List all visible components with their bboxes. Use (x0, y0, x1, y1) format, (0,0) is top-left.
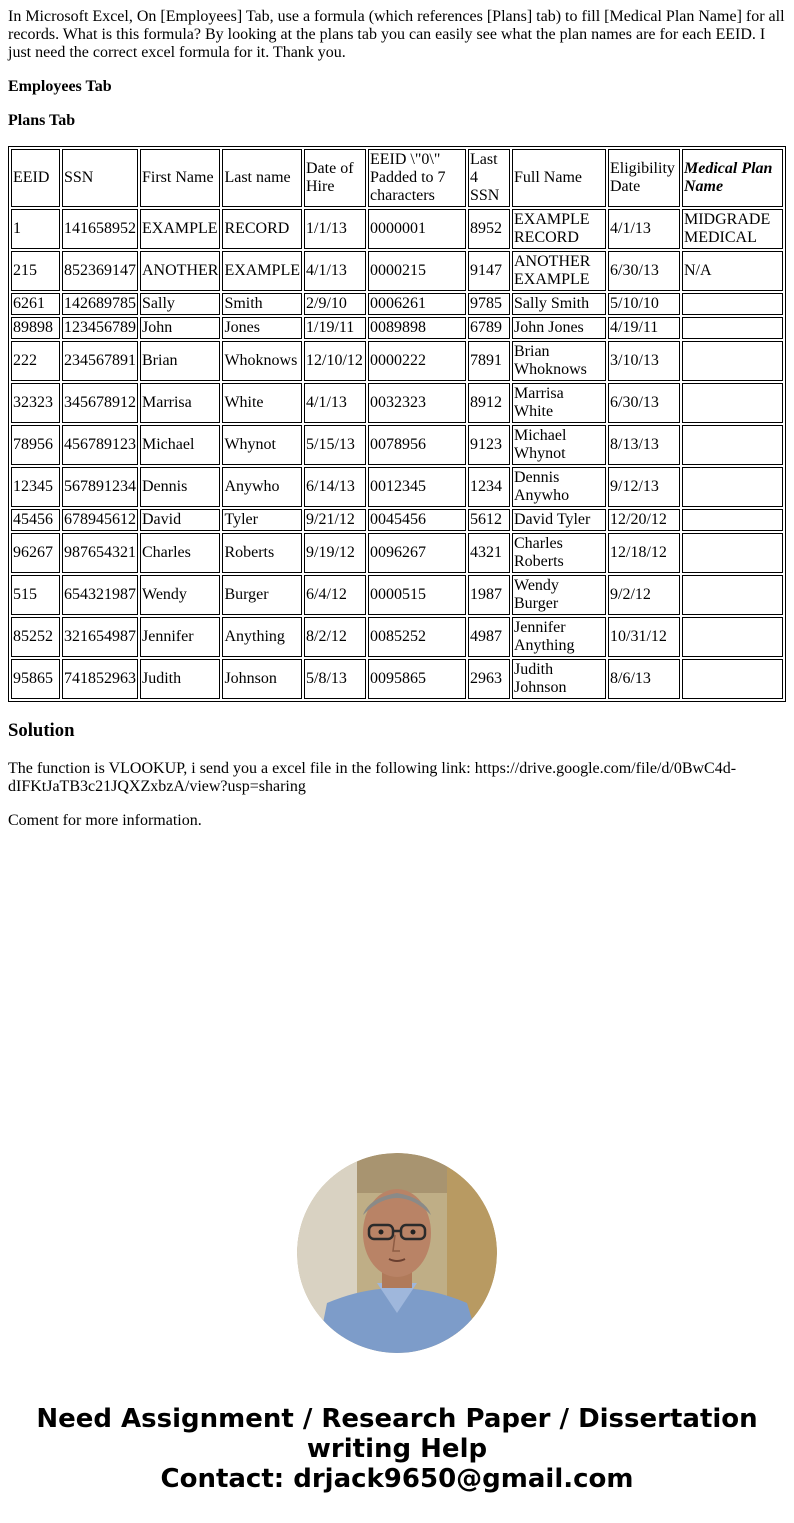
cell-date-of-hire: 6/4/12 (304, 575, 366, 615)
solution-heading: Solution (8, 720, 75, 741)
cell-medical-plan-name (682, 617, 783, 657)
cell-ssn: 456789123 (62, 425, 138, 465)
cell-eeid: 45456 (11, 509, 60, 531)
table-row (11, 317, 783, 339)
cell-eeid-padded: 0000215 (368, 251, 466, 291)
cell-date-of-hire: 4/1/13 (304, 251, 366, 291)
footer-banner (0, 1404, 794, 1494)
cell-eeid-padded: 0000515 (368, 575, 466, 615)
cell-medical-plan-name (682, 341, 783, 381)
cell-date-of-hire: 9/19/12 (304, 533, 366, 573)
cell-medical-plan-name: MIDGRADE MEDICAL (682, 209, 783, 249)
cell-ssn: 987654321 (62, 533, 138, 573)
cell-first-name: Jennifer (140, 617, 220, 657)
cell-first-name: John (140, 317, 220, 339)
table-row (11, 659, 783, 699)
cell-date-of-hire: 9/21/12 (304, 509, 366, 531)
table-row (11, 341, 783, 381)
table-body (11, 149, 783, 699)
cell-date-of-hire: 12/10/12 (304, 341, 366, 381)
table-row (11, 617, 783, 657)
header-medical-plan-name: Medical Plan Name (682, 149, 783, 207)
cell-full-name: Sally Smith (512, 293, 606, 315)
cell-eeid: 12345 (11, 467, 60, 507)
table-row (11, 293, 783, 315)
cell-eligibility-date: 6/30/13 (608, 383, 680, 423)
cell-last-4-ssn: 2963 (468, 659, 510, 699)
cell-last-name: Johnson (222, 659, 302, 699)
cell-last-name: Roberts (222, 533, 302, 573)
cell-last-4-ssn: 9785 (468, 293, 510, 315)
cell-full-name: Dennis Anywho (512, 467, 606, 507)
cell-date-of-hire: 2/9/10 (304, 293, 366, 315)
cell-eeid-padded: 0012345 (368, 467, 466, 507)
cell-first-name: Wendy (140, 575, 220, 615)
cell-eligibility-date: 8/6/13 (608, 659, 680, 699)
cell-full-name: Judith Johnson (512, 659, 606, 699)
cell-eeid-padded: 0045456 (368, 509, 466, 531)
employees-table (8, 146, 786, 702)
cell-eeid: 215 (11, 251, 60, 291)
cell-full-name: Charles Roberts (512, 533, 606, 573)
cell-eeid: 1 (11, 209, 60, 249)
header-ssn: SSN (62, 149, 138, 207)
cell-eeid: 222 (11, 341, 60, 381)
cell-last-name: RECORD (222, 209, 302, 249)
cell-full-name: Brian Whoknows (512, 341, 606, 381)
header-eeid: EEID (11, 149, 60, 207)
cell-eeid: 85252 (11, 617, 60, 657)
cell-medical-plan-name: N/A (682, 251, 783, 291)
cell-full-name: John Jones (512, 317, 606, 339)
cell-ssn: 345678912 (62, 383, 138, 423)
header-full-name: Full Name (512, 149, 606, 207)
table-row (11, 509, 783, 531)
cell-last-4-ssn: 8912 (468, 383, 510, 423)
cell-ssn: 567891234 (62, 467, 138, 507)
cell-first-name: David (140, 509, 220, 531)
cell-ssn: 234567891 (62, 341, 138, 381)
footer-contact-line: Contact: drjack9650@gmail.com (160, 1464, 634, 1494)
cell-ssn: 142689785 (62, 293, 138, 315)
cell-eeid-padded: 0000001 (368, 209, 466, 249)
cell-eligibility-date: 12/20/12 (608, 509, 680, 531)
cell-last-4-ssn: 6789 (468, 317, 510, 339)
cell-ssn: 123456789 (62, 317, 138, 339)
cell-medical-plan-name (682, 293, 783, 315)
cell-first-name: ANOTHER (140, 251, 220, 291)
cell-medical-plan-name (682, 659, 783, 699)
cell-eligibility-date: 5/10/10 (608, 293, 680, 315)
cell-date-of-hire: 4/1/13 (304, 383, 366, 423)
cell-last-4-ssn: 1987 (468, 575, 510, 615)
cell-date-of-hire: 1/1/13 (304, 209, 366, 249)
cell-last-4-ssn: 1234 (468, 467, 510, 507)
cell-eligibility-date: 4/1/13 (608, 209, 680, 249)
cell-last-name: EXAMPLE (222, 251, 302, 291)
cell-medical-plan-name (682, 383, 783, 423)
cell-first-name: Marrisa (140, 383, 220, 423)
cell-full-name: David Tyler (512, 509, 606, 531)
cell-eligibility-date: 3/10/13 (608, 341, 680, 381)
cell-eligibility-date: 9/2/12 (608, 575, 680, 615)
question-text: In Microsoft Excel, On [Employees] Tab, use a formula (which references [Plans] tab) to fill [Medical Plan Name] for all records. What is this formula? By looking at the plans tab you can easily see what the plan names are for each EEID. I just need the correct excel formula for it. Thank you. (8, 8, 785, 61)
table-header-row (11, 149, 783, 207)
header-last-name: Last name (222, 149, 302, 207)
cell-last-name: Tyler (222, 509, 302, 531)
solution-comment: Coment for more information. (8, 812, 202, 829)
cell-eeid-padded: 0032323 (368, 383, 466, 423)
cell-full-name: Jennifer Anything (512, 617, 606, 657)
cell-eeid-padded: 0006261 (368, 293, 466, 315)
table-row (11, 533, 783, 573)
cell-eligibility-date: 9/12/13 (608, 467, 680, 507)
table-row (11, 425, 783, 465)
cell-ssn: 141658952 (62, 209, 138, 249)
cell-eeid-padded: 0078956 (368, 425, 466, 465)
cell-eeid: 32323 (11, 383, 60, 423)
employees-tab-heading: Employees Tab (8, 78, 112, 95)
cell-eeid-padded: 0096267 (368, 533, 466, 573)
table-row (11, 209, 783, 249)
cell-ssn: 321654987 (62, 617, 138, 657)
cell-ssn: 741852963 (62, 659, 138, 699)
cell-eligibility-date: 8/13/13 (608, 425, 680, 465)
cell-eeid-padded: 0085252 (368, 617, 466, 657)
cell-full-name: ANOTHER EXAMPLE (512, 251, 606, 291)
cell-first-name: Brian (140, 341, 220, 381)
footer-help-line: Need Assignment / Research Paper / Dissertation writing Help (36, 1404, 758, 1464)
cell-eeid: 96267 (11, 533, 60, 573)
header-last-4-ssn: Last 4 SSN (468, 149, 510, 207)
header-first-name: First Name (140, 149, 220, 207)
cell-first-name: Charles (140, 533, 220, 573)
cell-eligibility-date: 4/19/11 (608, 317, 680, 339)
cell-first-name: Sally (140, 293, 220, 315)
cell-last-4-ssn: 5612 (468, 509, 510, 531)
table-row (11, 467, 783, 507)
cell-last-name: White (222, 383, 302, 423)
header-eeid-padded: EEID \"0\" Padded to 7 characters (368, 149, 466, 207)
cell-eeid-padded: 0000222 (368, 341, 466, 381)
table-row (11, 383, 783, 423)
table-row (11, 251, 783, 291)
cell-last-name: Whynot (222, 425, 302, 465)
avatar-portrait-icon (297, 1153, 497, 1353)
cell-full-name: Marrisa White (512, 383, 606, 423)
cell-eeid: 515 (11, 575, 60, 615)
plans-tab-heading: Plans Tab (8, 112, 76, 129)
cell-date-of-hire: 8/2/12 (304, 617, 366, 657)
cell-eeid-padded: 0089898 (368, 317, 466, 339)
cell-last-name: Whoknows (222, 341, 302, 381)
cell-eeid: 89898 (11, 317, 60, 339)
cell-date-of-hire: 6/14/13 (304, 467, 366, 507)
cell-eligibility-date: 10/31/12 (608, 617, 680, 657)
cell-last-name: Anything (222, 617, 302, 657)
cell-eeid: 6261 (11, 293, 60, 315)
cell-eeid-padded: 0095865 (368, 659, 466, 699)
cell-full-name: EXAMPLE RECORD (512, 209, 606, 249)
cell-last-4-ssn: 9147 (468, 251, 510, 291)
cell-ssn: 678945612 (62, 509, 138, 531)
table-row (11, 575, 783, 615)
cell-medical-plan-name (682, 533, 783, 573)
cell-first-name: Michael (140, 425, 220, 465)
cell-last-name: Smith (222, 293, 302, 315)
cell-last-name: Anywho (222, 467, 302, 507)
cell-full-name: Wendy Burger (512, 575, 606, 615)
cell-date-of-hire: 1/19/11 (304, 317, 366, 339)
cell-last-4-ssn: 9123 (468, 425, 510, 465)
avatar (297, 1153, 497, 1353)
header-eligibility-date: Eligibility Date (608, 149, 680, 207)
cell-last-4-ssn: 8952 (468, 209, 510, 249)
cell-medical-plan-name (682, 425, 783, 465)
cell-last-4-ssn: 7891 (468, 341, 510, 381)
header-date-of-hire: Date of Hire (304, 149, 366, 207)
cell-last-4-ssn: 4321 (468, 533, 510, 573)
cell-medical-plan-name (682, 509, 783, 531)
cell-first-name: EXAMPLE (140, 209, 220, 249)
cell-medical-plan-name (682, 467, 783, 507)
cell-ssn: 654321987 (62, 575, 138, 615)
cell-date-of-hire: 5/15/13 (304, 425, 366, 465)
cell-medical-plan-name (682, 317, 783, 339)
cell-last-name: Burger (222, 575, 302, 615)
cell-last-name: Jones (222, 317, 302, 339)
cell-eeid: 78956 (11, 425, 60, 465)
cell-eligibility-date: 6/30/13 (608, 251, 680, 291)
solution-paragraph: The function is VLOOKUP, i send you a excel file in the following link: https://drive.google.com/file/d/0BwC4d-dIFKtJaTB3c21JQXZxbzA/view?usp=sharing (8, 760, 737, 795)
cell-medical-plan-name (682, 575, 783, 615)
cell-eeid: 95865 (11, 659, 60, 699)
cell-full-name: Michael Whynot (512, 425, 606, 465)
cell-ssn: 852369147 (62, 251, 138, 291)
cell-eligibility-date: 12/18/12 (608, 533, 680, 573)
cell-last-4-ssn: 4987 (468, 617, 510, 657)
cell-date-of-hire: 5/8/13 (304, 659, 366, 699)
cell-first-name: Judith (140, 659, 220, 699)
cell-first-name: Dennis (140, 467, 220, 507)
